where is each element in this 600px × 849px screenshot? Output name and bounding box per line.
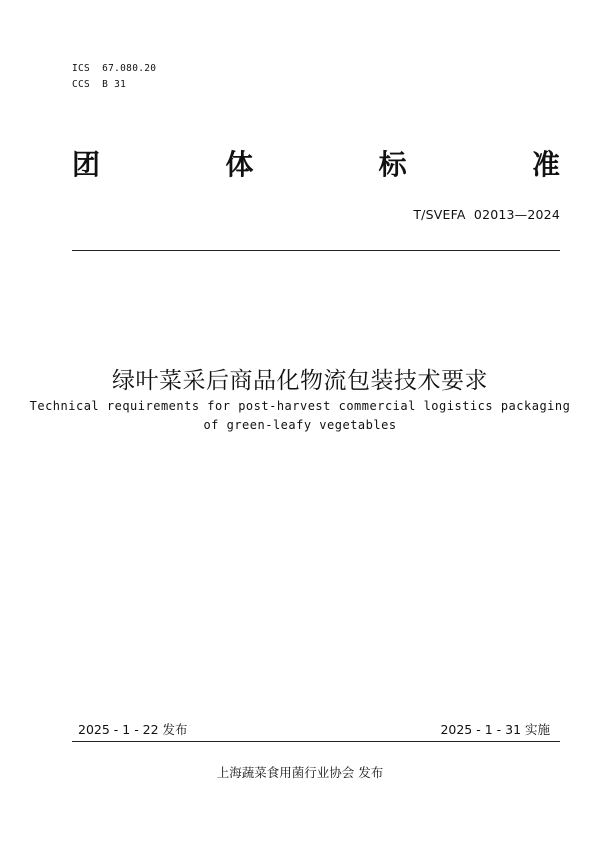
implementation-date: 2025 - 1 - 31 实施 xyxy=(440,722,550,737)
classification-codes xyxy=(72,61,156,93)
ics-code: ICS 67.080.20 xyxy=(72,63,157,74)
doc-type-char-2: 体 xyxy=(225,148,254,181)
ccs-code: CCS B 31 xyxy=(72,79,127,90)
issue-date: 2025 - 1 - 22 发布 xyxy=(78,722,188,737)
publisher: 上海蔬菜食用菌行业协会 发布 xyxy=(216,765,384,780)
top-divider xyxy=(72,250,560,251)
doc-type-char-1: 团 xyxy=(72,148,101,181)
title-english-line-2: of green-leafy vegetables xyxy=(203,418,397,432)
standard-number: T/SVEFA 02013—2024 xyxy=(413,207,560,222)
title-english-line-1: Technical requirements for post-harvest commercial logistics packaging xyxy=(29,399,571,413)
doc-type-char-4: 准 xyxy=(531,148,560,181)
title-english xyxy=(0,397,600,435)
bottom-divider xyxy=(72,741,560,742)
document-type-heading xyxy=(72,143,560,183)
title-chinese: 绿叶菜采后商品化物流包装技术要求 xyxy=(112,368,488,394)
doc-type-char-3: 标 xyxy=(378,148,407,181)
